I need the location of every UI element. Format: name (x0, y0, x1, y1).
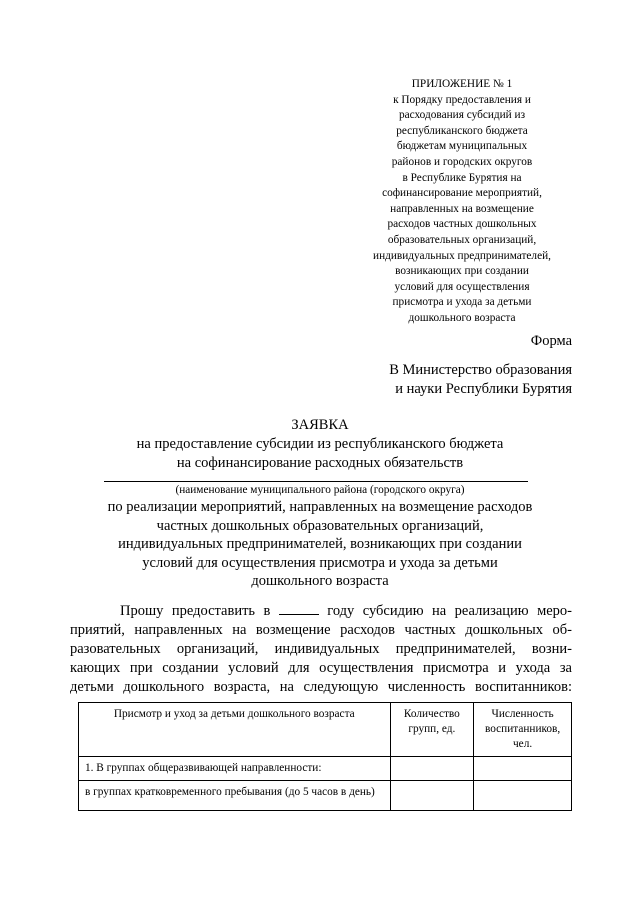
appendix-block (352, 77, 572, 327)
groups-cell[interactable] (390, 757, 474, 781)
appendix-line: расходования субсидий из (398, 109, 526, 122)
title-line-1: на предоставление субсидии из республиканского бюджета (136, 436, 504, 452)
appendix-line: районов и городских округов (391, 155, 533, 168)
appendix-line: расходов частных дошкольных (387, 218, 537, 231)
appendix-line: в Республике Бурятия на (402, 171, 522, 184)
pupils-cell[interactable] (474, 781, 572, 811)
title-heading: ЗАЯВКА (291, 417, 349, 433)
purpose-line: частных дошкольных образовательных организаций, (156, 517, 484, 534)
table-row (79, 757, 572, 781)
pupils-table (78, 702, 572, 811)
appendix-line: республиканского бюджета (396, 124, 528, 137)
header-groups: Количество групп, ед. (390, 703, 474, 757)
request-paragraph (70, 602, 572, 697)
purpose-block (70, 498, 570, 591)
header-care: Присмотр и уход за детьми дошкольного возраста (79, 703, 391, 757)
form-label: Форма (530, 333, 572, 349)
row-label: в группах кратковременного пребывания (до 5 часов в день) (79, 781, 391, 811)
table-header-row (79, 703, 572, 757)
appendix-line: софинансирование мероприятий, (382, 187, 542, 200)
purpose-line: индивидуальных предпринимателей, возникающих при создании (118, 536, 522, 553)
request-line: детьми дошкольного возраста, на следующую численность воспитанников: (70, 679, 572, 695)
municipality-fill-line[interactable] (104, 481, 528, 482)
appendix-line: индивидуальных предпринимателей, (373, 249, 551, 262)
request-line: кающих при создании условий для осуществления присмотра и ухода за (70, 660, 572, 676)
appendix-line: образовательных организаций, (387, 233, 537, 246)
row-label: 1. В группах общеразвивающей направленности: (79, 757, 391, 781)
header-pupils: Численность воспитанников, чел. (474, 703, 572, 757)
addressee-block (389, 361, 572, 399)
groups-cell[interactable] (390, 781, 474, 811)
request-text: году субсидию на реализацию меро- (327, 603, 573, 619)
request-line (70, 602, 572, 621)
addressee-line-2: и науки Республики Бурятия (395, 381, 572, 397)
appendix-line: дошкольного возраста (408, 311, 516, 324)
request-line: приятий, направленных на возмещение расходов частных дошкольных об- (70, 622, 572, 638)
appendix-line: условий для осуществления (394, 280, 530, 293)
request-text: Прошу предоставить в (120, 603, 271, 619)
appendix-line: возникающих при создании (395, 265, 529, 278)
table-row (79, 781, 572, 811)
appendix-line: присмотра и ухода за детьми (392, 296, 532, 309)
municipality-hint: (наименование муниципального района (городского округа) (175, 484, 465, 496)
appendix-line: к Порядку предоставления и (393, 93, 531, 106)
appendix-line: бюджетам муниципальных (396, 140, 528, 153)
document-title (70, 416, 570, 473)
title-line-2: на софинансирование расходных обязательств (176, 455, 464, 471)
appendix-line: направленных на возмещение (390, 202, 534, 215)
year-blank-field[interactable] (279, 602, 319, 615)
purpose-line: дошкольного возраста (251, 573, 389, 590)
purpose-line: по реализации мероприятий, направленных на возмещение расходов (107, 499, 533, 515)
appendix-title: ПРИЛОЖЕНИЕ № 1 (411, 78, 513, 90)
addressee-line-1: В Министерство образования (389, 362, 572, 378)
purpose-line: условий для осуществления присмотра и ухода за детьми (142, 554, 498, 571)
pupils-cell[interactable] (474, 757, 572, 781)
request-line: разовательных организаций, индивидуальных предпринимателей, возни- (70, 641, 572, 657)
